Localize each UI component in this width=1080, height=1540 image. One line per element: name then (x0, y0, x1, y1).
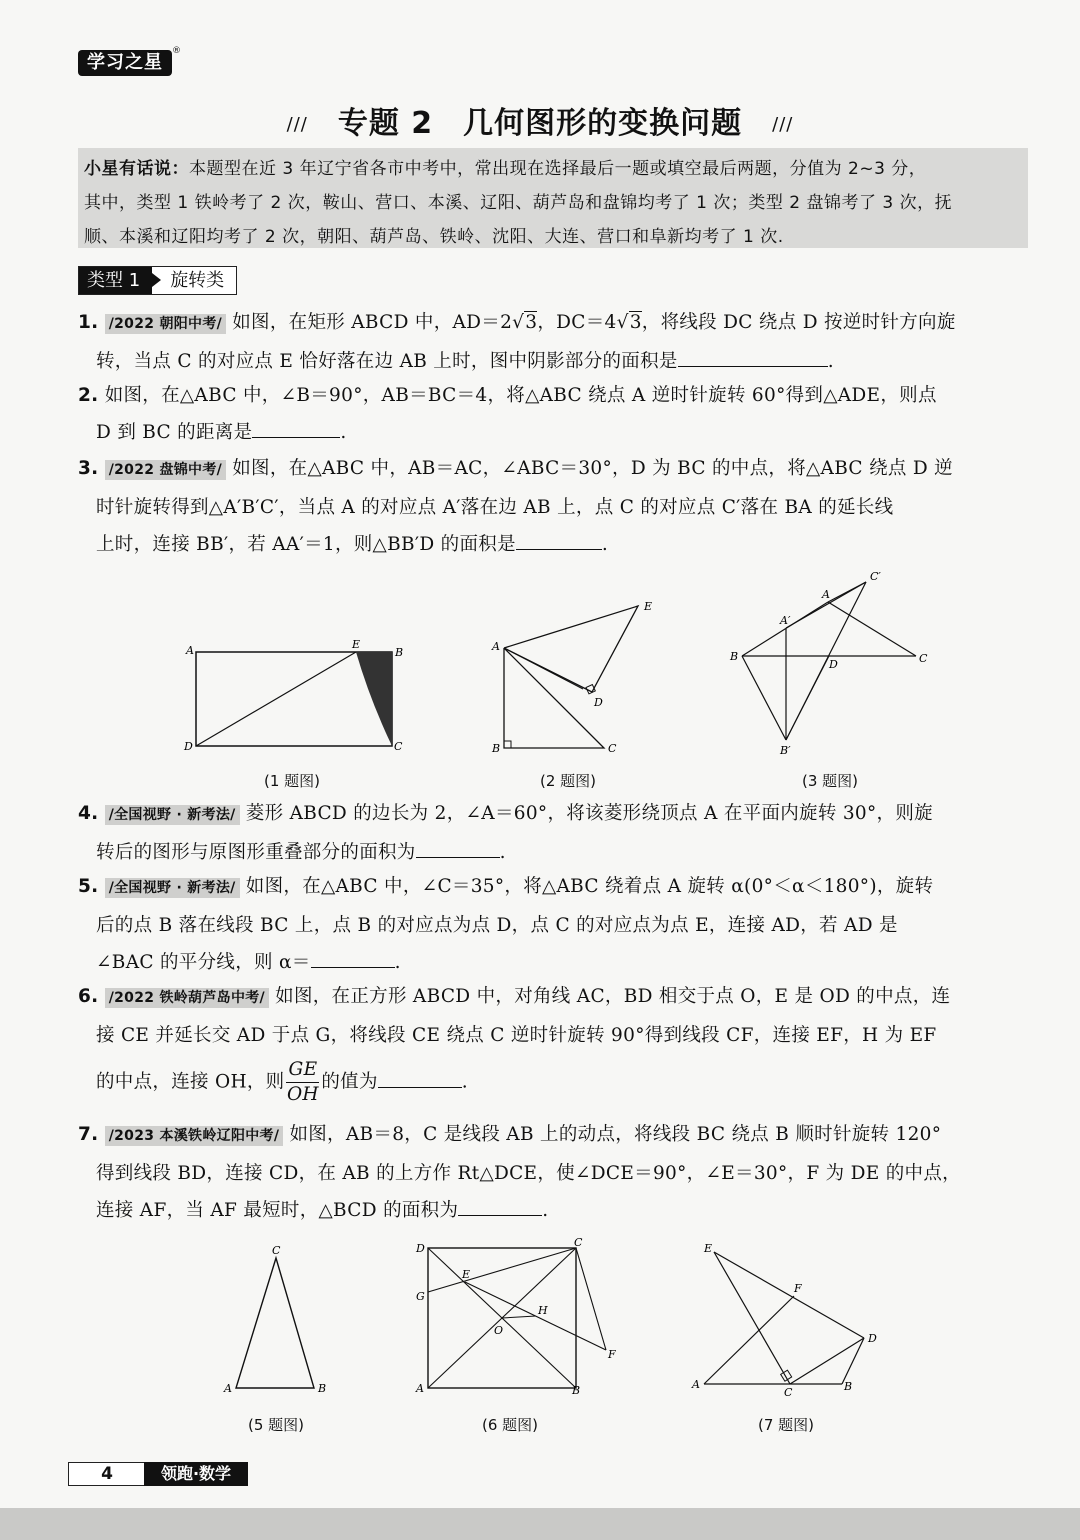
fig2-triangle-ade (504, 606, 638, 692)
q5-number: 5. (78, 876, 99, 897)
page-title (0, 98, 1080, 142)
fig2-triangle-abc (504, 648, 604, 748)
fig1-label-a: A (186, 644, 194, 657)
fig7-segment-ec (714, 1252, 790, 1384)
fig1-shaded-region (356, 652, 392, 746)
q1-line-2: 转，当点 C 的对应点 E 恰好落在边 AB 上时，图中阴影部分的面积是 (96, 351, 678, 372)
q3-source: /2022 盘锦中考/ (105, 460, 226, 480)
fig2-right-angle-b (504, 741, 511, 748)
q4-end: . (499, 842, 506, 863)
fig2-label-a: A (492, 640, 500, 653)
fig6-label-b: B (572, 1384, 581, 1397)
q1-source: /2022 朝阳中考/ (105, 314, 226, 334)
q2-number: 2. (78, 385, 99, 406)
q3-answer-blank[interactable] (516, 527, 602, 550)
question-7 (78, 1116, 1034, 1229)
q1-text-a: 如图，在矩形 ABCD 中，AD＝2 (226, 312, 513, 333)
q6-answer-blank[interactable] (378, 1065, 462, 1088)
fig6-label-e: E (462, 1268, 471, 1281)
fig1-label-b: B (395, 646, 404, 659)
q5-answer-blank[interactable] (311, 945, 395, 968)
figure-3 (726, 568, 936, 758)
fig3-label-b: B (730, 650, 739, 663)
caption-figure-3: (3 题图) (801, 772, 859, 790)
bottom-band (0, 1508, 1080, 1540)
intro-line-3: 顺、本溪和辽阳均考了 2 次，朝阳、葫芦岛、铁岭、沈阳、大连、营口和阜新均考了 1 次. (84, 227, 784, 247)
caption-figure-5: (5 题图) (247, 1416, 305, 1434)
q4-line-1: 菱形 ABCD 的边长为 2，∠A＝60°，将该菱形绕顶点 A 在平面内旋转 30°，则旋 (239, 803, 933, 824)
fig3-label-a: A (822, 588, 830, 601)
q1-number: 1. (78, 312, 99, 333)
question-5 (78, 868, 1034, 981)
fig3-segment-ac (828, 602, 916, 656)
q1-text-b: ，DC＝4 (537, 312, 617, 333)
fig1-label-c: C (394, 740, 403, 753)
figure-7 (686, 1238, 886, 1398)
fig7-label-c: C (784, 1386, 793, 1398)
fig6-segment-oh (502, 1316, 536, 1318)
fig6-label-a: A (416, 1382, 424, 1395)
fig7-label-d: D (868, 1332, 877, 1345)
q5-line-1: 如图，在△ABC 中，∠C＝35°，将△ABC 绕着点 A 旋转 α(0°＜α＜180°)，旋转 (239, 876, 934, 897)
q3-line-3: 上时，连接 BB′，若 AA′＝1，则△BB′D 的面积是 (96, 534, 516, 555)
title-deco-right: /// (772, 114, 794, 135)
q6-fraction (286, 1058, 319, 1107)
fig2-label-b: B (492, 742, 501, 755)
type-name: 旋转类 (152, 267, 236, 294)
caption-figure-1: (1 题图) (263, 772, 321, 790)
question-1: 1. /2022 朝阳中考/ 如图，在矩形 ABCD 中，AD＝2√3，DC＝4√3，将线段 DC 绕点 D 按逆时针方向旋 转，当点 C 的对应点 E 恰好落在边 AB 上时，图中阴影部分的面积是 . (78, 312, 956, 372)
type-tag: 类型 1 (79, 267, 152, 294)
intro-label: 小星有话说： (84, 159, 189, 179)
type-heading (78, 266, 237, 295)
fig3-label-a1: A′ (780, 614, 791, 627)
fig5-label-c: C (272, 1244, 281, 1257)
fig6-segment-cf (576, 1248, 606, 1350)
q6-line-2: 接 CE 并延长交 AD 于点 G，将线段 CE 绕点 C 逆时针旋转 90°得到线段 CF，连接 EF，H 为 EF (96, 1025, 937, 1046)
q7-line-2: 得到线段 BD，连接 CD，在 AB 的上方作 Rt△DCE，使∠DCE＝90°，∠E＝30°，F 为 DE 的中点， (96, 1163, 961, 1184)
fig1-label-e: E (352, 640, 361, 651)
q6-source: /2022 铁岭葫芦岛中考/ (105, 988, 269, 1008)
fig7-segment-ed (714, 1252, 864, 1338)
figure-2 (488, 596, 668, 758)
q7-line-3: 连接 AF，当 AF 最短时，△BCD 的面积为 (96, 1200, 459, 1221)
topic-title: 几何图形的变换问题 (463, 106, 743, 141)
fig6-label-d: D (416, 1242, 425, 1255)
fig1-segment-de (196, 652, 356, 746)
fig2-label-c: C (608, 742, 617, 755)
q2-line-2: D 到 BC 的距离是 (96, 422, 253, 443)
q5-source: /全国视野 · 新考法/ (105, 878, 240, 898)
q6-fraction-denominator: OH (286, 1084, 319, 1105)
topic-number: 专题 2 (337, 106, 434, 141)
q2-end: . (340, 422, 347, 443)
question-3 (78, 450, 1034, 563)
intro-line-1: 本题型在近 3 年辽宁省各市中考中，常出现在选择最后一题或填空最后两题，分值为 2~3 分， (189, 159, 927, 179)
q6-fraction-numerator: GE (286, 1058, 319, 1083)
fig3-label-b1: B′ (780, 744, 791, 757)
q3-line-1: 如图，在△ABC 中，AB＝AC，∠ABC＝30°，D 为 BC 的中点，将△ABC 绕点 D 逆 (226, 458, 953, 479)
figure-6 (410, 1232, 620, 1402)
q1-answer-blank[interactable] (678, 344, 828, 367)
figure-5 (218, 1240, 338, 1400)
q5-line-3: ∠BAC 的平分线，则 α＝ (96, 952, 311, 973)
fig2-label-e: E (644, 600, 653, 613)
q1-radicand-2: 3 (629, 312, 642, 333)
fig6-segment-cg (428, 1248, 576, 1292)
q3-end: . (601, 534, 609, 555)
q7-answer-blank[interactable] (458, 1193, 542, 1216)
fig6-label-c: C (574, 1236, 583, 1249)
figure-1 (180, 640, 410, 760)
fig7-segment-af (704, 1296, 794, 1384)
q2-line-1: 如图，在△ABC 中，∠B＝90°，AB＝BC＝4，将△ABC 绕点 A 逆时针旋转 60°得到△ADE，则点 (104, 385, 937, 406)
title-deco-left: /// (286, 114, 308, 135)
q5-line-2: 后的点 B 落在线段 BC 上，点 B 的对应点为点 D，点 C 的对应点为点 E，连接 AD，若 AD 是 (96, 915, 898, 936)
fig5-triangle (236, 1258, 314, 1388)
q1-radicand-1: 3 (525, 312, 538, 333)
q4-source: /全国视野 · 新考法/ (105, 805, 240, 825)
question-2 (78, 377, 1034, 451)
q6-line-3a: 的中点，连接 OH，则 (96, 1071, 285, 1093)
intro-line-2: 其中，类型 1 铁岭考了 2 次，鞍山、营口、本溪、辽阳、葫芦岛和盘锦均考了 1 次；类型 2 盘锦考了 3 次，抚 (84, 193, 953, 213)
q7-source: /2023 本溪铁岭辽阳中考/ (105, 1126, 284, 1146)
q3-line-2: 时针旋转得到△A′B′C′，当点 A 的对应点 A′落在边 AB 上，点 C 的对应点 C′落在 BA 的延长线 (96, 497, 894, 518)
fig1-label-d: D (184, 740, 193, 753)
q6-end: . (461, 1071, 468, 1093)
q6-number: 6. (78, 986, 99, 1007)
fig5-label-a: A (224, 1382, 232, 1395)
fig3-segment-bb1 (742, 656, 786, 740)
fig3-label-c: C (919, 652, 928, 665)
fig7-label-e: E (704, 1242, 713, 1255)
q4-line-2: 转后的图形与原图形重叠部分的面积为 (96, 842, 416, 863)
q2-answer-blank[interactable] (252, 415, 340, 438)
fig3-segment-b1d (786, 656, 829, 740)
fig3-label-d: D (829, 658, 838, 671)
fig7-label-b: B (844, 1380, 853, 1393)
intro-box (78, 148, 1028, 248)
registered-mark: ® (172, 46, 181, 56)
fig5-label-b: B (318, 1382, 327, 1395)
brand-logo: 学习之星 (78, 50, 172, 76)
q7-end: . (542, 1200, 549, 1221)
q3-number: 3. (78, 458, 99, 479)
fig7-label-a: A (692, 1378, 700, 1391)
fig6-label-g: G (416, 1290, 425, 1303)
book-name: 领跑·数学 (144, 1462, 248, 1486)
fig7-label-f: F (794, 1282, 802, 1295)
q6-line-3b: 的值为 (321, 1071, 378, 1093)
question-6 (78, 978, 1034, 1107)
fig6-label-f: F (608, 1348, 616, 1361)
q1-end: . (827, 351, 834, 372)
fig2-diagonal (504, 648, 583, 689)
q5-end: . (394, 952, 401, 973)
page-number: 4 (68, 1462, 145, 1486)
caption-figure-7: (7 题图) (757, 1416, 815, 1434)
fig3-segment-ba (742, 602, 828, 656)
fig2-label-d: D (594, 696, 603, 709)
caption-figure-6: (6 题图) (481, 1416, 539, 1434)
fig6-label-o: O (494, 1324, 504, 1337)
q7-line-1: 如图，AB＝8，C 是线段 AB 上的动点，将线段 BC 绕点 B 顺时针旋转 120° (283, 1124, 942, 1145)
fig6-label-h: H (538, 1304, 548, 1317)
fig3-label-c1: C′ (870, 570, 881, 583)
question-4 (78, 795, 1034, 871)
q4-number: 4. (78, 803, 99, 824)
q1-text-c: ，将线段 DC 绕点 D 按逆时针方向旋 (641, 312, 956, 333)
caption-figure-2: (2 题图) (539, 772, 597, 790)
q4-answer-blank[interactable] (416, 835, 500, 858)
q6-line-1: 如图，在正方形 ABCD 中，对角线 AC，BD 相交于点 O，E 是 OD 的中点，连 (268, 986, 951, 1007)
q7-number: 7. (78, 1124, 99, 1145)
